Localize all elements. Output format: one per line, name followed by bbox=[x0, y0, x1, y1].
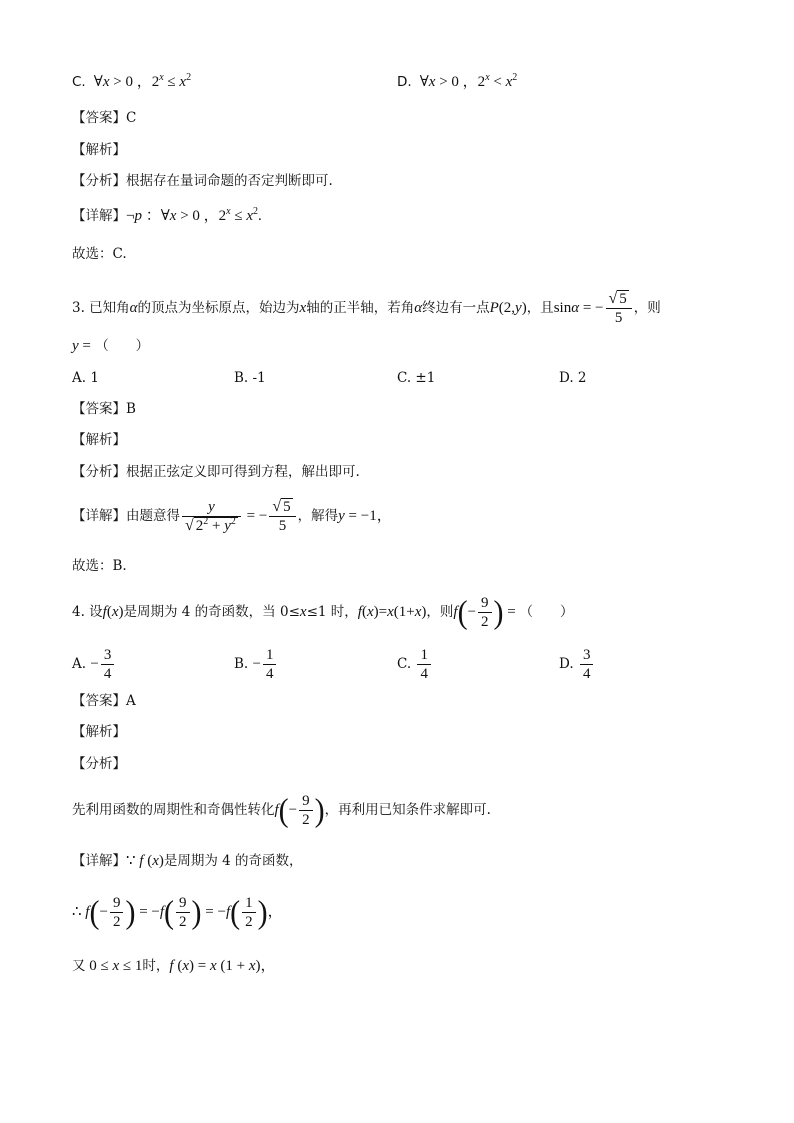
q4-also: 又 0 ≤ x ≤ 1时，f (x) = x (1 + x)， bbox=[72, 958, 276, 974]
stem-text: 终边有一点 bbox=[422, 300, 490, 316]
fraction: $\frac{1}{4}$ bbox=[417, 646, 431, 683]
math-expr: y = bbox=[72, 338, 91, 354]
math-expr: f(x) bbox=[102, 604, 124, 620]
option-label: A. bbox=[72, 656, 87, 672]
method-text: 先利用函数的周期性和奇偶性转化 bbox=[72, 802, 275, 818]
q4-answer bbox=[72, 691, 136, 711]
q4-fenxi-tag: 【分析】 bbox=[72, 756, 126, 772]
stem-text: （ ） bbox=[519, 604, 574, 620]
fraction: $\frac{√ 5}{5}$ bbox=[606, 290, 632, 327]
q3-stem bbox=[72, 290, 661, 327]
detail-tag: 【详解】 bbox=[72, 508, 126, 524]
detail-text: 时， bbox=[142, 958, 170, 974]
fenxi-text: 根据正弦定义即可得到方程，解出即可. bbox=[126, 464, 360, 480]
fraction: $\frac{1}{2}$ bbox=[242, 894, 256, 931]
q2-fenxi bbox=[72, 171, 333, 191]
answer-tag: 【答案】 bbox=[72, 401, 126, 417]
q3-fenxi bbox=[72, 462, 360, 482]
option-label: B. bbox=[234, 656, 249, 672]
math-expr: x bbox=[299, 604, 307, 620]
q2-detail bbox=[72, 206, 262, 226]
q4-option-c bbox=[397, 646, 433, 683]
math-expr: f(x)=x(1+x) bbox=[357, 604, 427, 620]
q2-conclusion: 故选：C. bbox=[72, 246, 127, 262]
answer-tag: 【答案】 bbox=[72, 693, 126, 709]
stem-text: ，则 bbox=[633, 300, 661, 316]
detail-text: ，解得 bbox=[297, 508, 339, 524]
q2-analysis-tag: 【解析】 bbox=[72, 142, 126, 158]
detail-text: 由题意得 bbox=[126, 508, 180, 524]
fraction: $\frac{√ 5}{5}$ bbox=[269, 498, 295, 535]
answer-tag: 【答案】 bbox=[72, 110, 126, 126]
fraction: $\frac{1}{4}$ bbox=[263, 646, 277, 683]
math-expr: α bbox=[414, 300, 423, 316]
q3-analysis-tag: 【解析】 bbox=[72, 432, 126, 448]
math-expr: ∵ f (x) bbox=[126, 853, 164, 869]
option-label: D. bbox=[397, 74, 412, 90]
math-expr: y = −1， bbox=[338, 508, 392, 524]
answer-value: B bbox=[126, 401, 136, 417]
math-expr: ∀x > 0 ，$2^x \le x^2$ bbox=[90, 72, 192, 90]
fraction: $\frac{9}{2}$ bbox=[478, 594, 492, 631]
stem-text: （ ） bbox=[95, 338, 150, 354]
answer-value: C bbox=[126, 110, 137, 126]
q3-option-b: B. -1 bbox=[234, 370, 266, 386]
stem-text: ，则 bbox=[426, 604, 454, 620]
fraction: $\frac{9}{2}$ bbox=[110, 894, 124, 931]
math-expr: sinα = − bbox=[553, 300, 604, 316]
q3-detail bbox=[72, 494, 392, 538]
q3-answer bbox=[72, 399, 136, 419]
q4-option-d bbox=[559, 646, 595, 683]
q3-option-c: C. ±1 bbox=[397, 370, 436, 386]
fraction: $\frac{3}{4}$ bbox=[101, 646, 115, 683]
detail-text: 是周期为 4 的奇函数， bbox=[163, 853, 303, 869]
q3-conclusion: 故选：B. bbox=[72, 558, 127, 574]
q4-derivation: ∴ f(− $\frac{9}{2}$ ) = −f( $\frac{9}{2}$ ) = −f( $\frac{1}{2}$ )， bbox=[72, 893, 283, 931]
q4-option-a: A. − $\frac{3}{4}$ bbox=[72, 646, 116, 683]
answer-value: A bbox=[126, 693, 136, 709]
math-expr: P(2,y) bbox=[489, 300, 527, 316]
q4-method: 先利用函数的周期性和奇偶性转化f(− $\frac{9}{2}$ )，再利用已知条件求解即可. bbox=[72, 791, 491, 829]
fenxi-text: 根据存在量词命题的否定判断即可. bbox=[126, 173, 333, 189]
math-expr: x bbox=[299, 300, 307, 316]
math-expr: f bbox=[453, 604, 458, 620]
fraction: $\frac{y}{√ 2^2 + y^2}$ bbox=[182, 498, 241, 535]
q2-answer bbox=[72, 108, 136, 128]
q3-option-a: A. 1 bbox=[72, 370, 99, 386]
method-text: ，再利用已知条件求解即可. bbox=[324, 802, 491, 818]
stem-text: ，且 bbox=[526, 300, 554, 316]
q4-detail bbox=[72, 851, 303, 871]
math-expr: f (x) = x (1 + x)， bbox=[169, 958, 276, 974]
option-label: D. bbox=[559, 656, 574, 672]
q4-stem: 4. 设f(x)是周期为 4 的奇函数，当 0≤x≤1 时，f(x)=x(1+x)，则f(− $\frac{9}{2}$ ) = （ ） bbox=[72, 593, 574, 631]
stem-text: ≤1 时， bbox=[306, 604, 358, 620]
q3-option-d: D. 2 bbox=[559, 370, 587, 386]
option-label: C. bbox=[397, 656, 412, 672]
stem-text: 的顶点为坐标原点，始边为 bbox=[137, 300, 300, 316]
stem-text: 4. 设 bbox=[72, 604, 103, 620]
fraction: $\frac{9}{2}$ bbox=[299, 792, 313, 829]
detail-tag: 【详解】 bbox=[72, 853, 126, 869]
stem-text: 轴的正半轴，若角 bbox=[306, 300, 415, 316]
q2-option-d bbox=[397, 72, 517, 92]
stem-text: 3. 已知角 bbox=[72, 300, 130, 316]
detail-tag: 【详解】 bbox=[72, 208, 126, 224]
math-expr: ∀x > 0 ，$2^x < x^2$ bbox=[415, 72, 518, 90]
stem-text: 是周期为 4 的奇函数，当 0≤ bbox=[123, 604, 300, 620]
option-label: C. bbox=[72, 74, 86, 90]
fenxi-tag: 【分析】 bbox=[72, 464, 126, 480]
detail-text: 又 bbox=[72, 958, 86, 974]
q4-analysis-tag: 【解析】 bbox=[72, 724, 126, 740]
math-expr: = − bbox=[242, 508, 268, 524]
fraction: $\frac{9}{2}$ bbox=[176, 894, 190, 931]
q3-stem-2 bbox=[72, 336, 149, 356]
fenxi-tag: 【分析】 bbox=[72, 173, 126, 189]
q4-option-b: B. − $\frac{1}{4}$ bbox=[234, 646, 278, 683]
math-expr: ¬p ：∀x > 0 ，$2^x \le x^2$. bbox=[126, 206, 262, 224]
q2-option-c bbox=[72, 72, 191, 92]
math-expr: α bbox=[129, 300, 138, 316]
fraction: $\frac{3}{4}$ bbox=[580, 646, 594, 683]
